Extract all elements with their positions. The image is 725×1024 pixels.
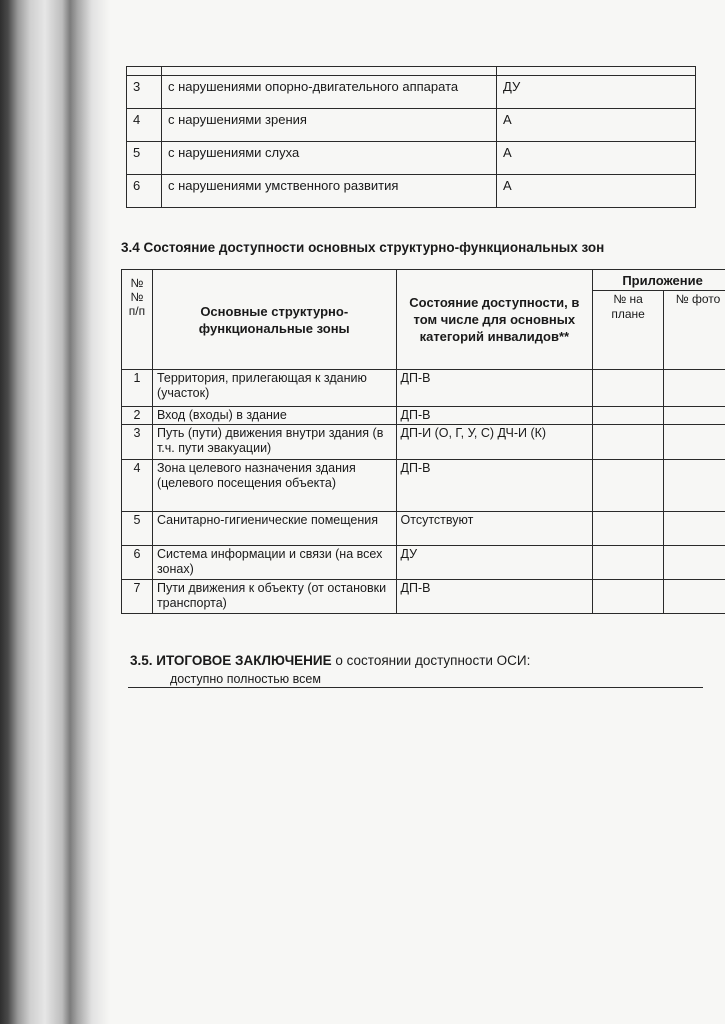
- category-cell: с нарушениями слуха: [162, 142, 497, 175]
- table-row: [122, 546, 725, 580]
- table-row: [122, 460, 725, 512]
- row-number: 5: [127, 142, 162, 175]
- table-row: [127, 142, 696, 175]
- photo-cell: [664, 460, 725, 512]
- disability-category-table: [126, 66, 696, 208]
- photo-cell: [664, 580, 725, 614]
- row-number: 7: [122, 580, 153, 614]
- table-row: [122, 512, 725, 546]
- table-row: [127, 76, 696, 109]
- accessibility-value: А: [497, 109, 696, 142]
- table-row: [122, 370, 725, 407]
- state-cell: ДП-В: [396, 407, 593, 425]
- column-header-photo: № фото: [664, 291, 725, 370]
- row-number: 3: [127, 76, 162, 109]
- plan-cell: [593, 425, 664, 460]
- plan-cell: [593, 460, 664, 512]
- column-header-state: Состояние доступности, в том числе для основных категорий инвалидов**: [396, 270, 593, 370]
- state-cell: ДП-В: [396, 460, 593, 512]
- accessibility-value: ДУ: [497, 76, 696, 109]
- zone-cell: Система информации и связи (на всех зонах): [152, 546, 396, 580]
- category-cell: с нарушениями зрения: [162, 109, 497, 142]
- plan-cell: [593, 580, 664, 614]
- row-number: 3: [122, 425, 153, 460]
- zone-cell: Территория, прилегающая к зданию (участок): [152, 370, 396, 407]
- table-row: [122, 580, 725, 614]
- section-3-5-title: 3.5. ИТОГОВОЕ ЗАКЛЮЧЕНИЕ: [130, 653, 332, 668]
- column-header-number: № № п/п: [122, 270, 153, 370]
- row-number: 6: [127, 175, 162, 208]
- plan-cell: [593, 512, 664, 546]
- state-cell: ДП-И (О, Г, У, С) ДЧ-И (К): [396, 425, 593, 460]
- table-header-row: [122, 270, 725, 291]
- plan-cell: [593, 407, 664, 425]
- row-number: 5: [122, 512, 153, 546]
- accessibility-value: А: [497, 175, 696, 208]
- column-header-plan: № на плане: [593, 291, 664, 370]
- column-header-appendix: Приложение: [593, 270, 725, 291]
- photo-cell: [664, 425, 725, 460]
- photo-cell: [664, 407, 725, 425]
- state-cell: ДП-В: [396, 370, 593, 407]
- accessibility-value: А: [497, 142, 696, 175]
- plan-cell: [593, 546, 664, 580]
- row-number: 6: [122, 546, 153, 580]
- final-conclusion-line: доступно полностью всем: [128, 672, 703, 688]
- category-cell: с нарушениями умственного развития: [162, 175, 497, 208]
- table-row: [127, 67, 696, 76]
- row-number: 2: [122, 407, 153, 425]
- section-3-5-heading: [130, 653, 530, 668]
- zone-cell: Пути движения к объекту (от остановки транспорта): [152, 580, 396, 614]
- row-number: 1: [122, 370, 153, 407]
- section-3-5-title-suffix: о состоянии доступности ОСИ:: [331, 653, 531, 668]
- structural-zones-table: [121, 269, 725, 614]
- row-number: 4: [122, 460, 153, 512]
- state-cell: Отсутствуют: [396, 512, 593, 546]
- state-cell: ДУ: [396, 546, 593, 580]
- zone-cell: Зона целевого назначения здания (целевого посещения объекта): [152, 460, 396, 512]
- photo-cell: [664, 512, 725, 546]
- column-header-zone: Основные структурно-функциональные зоны: [152, 270, 396, 370]
- photo-cell: [664, 546, 725, 580]
- state-cell: ДП-В: [396, 580, 593, 614]
- zone-cell: Санитарно-гигиенические помещения: [152, 512, 396, 546]
- table-row: [127, 175, 696, 208]
- table-row: [122, 425, 725, 460]
- zone-cell: Вход (входы) в здание: [152, 407, 396, 425]
- table-row: [122, 407, 725, 425]
- row-number: 4: [127, 109, 162, 142]
- category-cell: с нарушениями опорно-двигательного аппарата: [162, 76, 497, 109]
- photo-cell: [664, 370, 725, 407]
- section-3-4-heading: 3.4 Состояние доступности основных структурно-функциональных зон: [121, 240, 605, 255]
- plan-cell: [593, 370, 664, 407]
- table-row: [127, 109, 696, 142]
- zone-cell: Путь (пути) движения внутри здания (в т.ч. пути эвакуации): [152, 425, 396, 460]
